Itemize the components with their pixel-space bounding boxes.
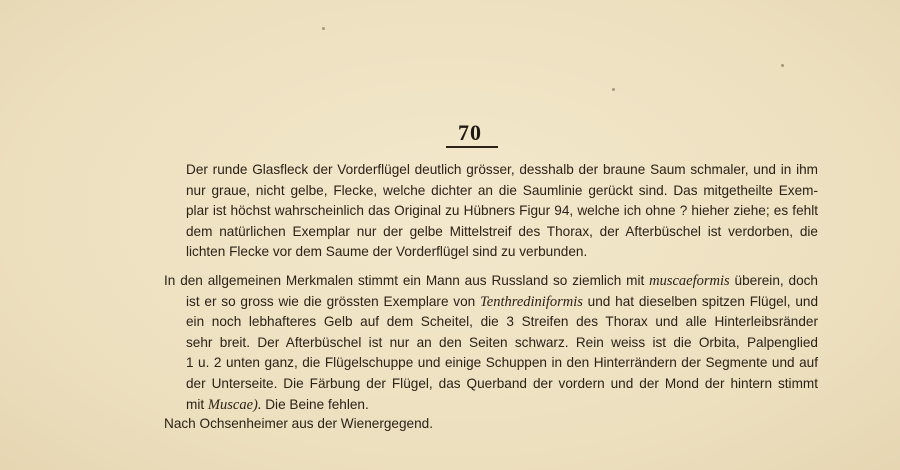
- text-line: [186, 222, 818, 243]
- text-segment: sehr breit. Der Afterbüschel ist nur an den Seiten schwarz. Rein weiss ist die Orbita, Palpenglied: [186, 334, 818, 350]
- paragraph-1: [186, 160, 818, 263]
- text-segment: ein noch lebhafteres Gelb auf dem Scheitel, die 3 Streifen des Thorax und alle Hinterleibsränder: [186, 314, 818, 330]
- text-line: [164, 312, 818, 333]
- text-segment: lichten Flecke vor dem Saume der Vorderflügel sind zu verbunden.: [186, 244, 588, 260]
- text-line: [186, 181, 818, 202]
- text-line: [164, 374, 818, 395]
- text-line: [186, 201, 818, 222]
- species-name: Muscae).: [207, 396, 262, 413]
- text-line: [164, 395, 818, 416]
- text-segment: mit: [186, 396, 208, 412]
- text-segment: und hat dieselben spitzen Flügel, und: [582, 293, 818, 309]
- text-line: [164, 271, 818, 292]
- text-segment: der Unterseite. Die Färbung der Flügel, das Querband der vordern und der Mond der hintern stimmt: [186, 375, 818, 391]
- text-segment: Der runde Glasfleck der Vorderflügel deutlich grösser, desshalb der braune Saum schmaler, und in ihm: [186, 162, 818, 177]
- paper-speck: [612, 88, 615, 91]
- text-segment: Die Beine fehlen.: [261, 396, 369, 412]
- text-line: [164, 292, 818, 313]
- paper-speck: [781, 64, 784, 67]
- species-name: Tenthrediniformis: [480, 293, 583, 310]
- text-segment: In den allgemeinen Merkmalen stimmt ein Mann aus Russland so ziemlich mit: [164, 273, 650, 288]
- text-segment: plar ist höchst wahrscheinlich das Original zu Hübners Figur 94, welche ich ohne ? hieher ziehe; es fehlt: [186, 203, 818, 219]
- paragraph-3: [164, 414, 564, 435]
- text-line: [164, 353, 818, 374]
- text-segment: überein, doch: [729, 273, 818, 288]
- text-line: [164, 333, 818, 354]
- page-number: 70: [458, 120, 482, 145]
- text-segment: nur graue, nicht gelbe, Flecke, welche dichter an die Saumlinie gerückt sind. Das mitgetheilte Exem-: [186, 182, 818, 198]
- text-segment: Nach Ochsenheimer aus der Wienergegend.: [164, 416, 434, 431]
- text-line: [164, 414, 564, 435]
- text-segment: dem natürlichen Exemplar nur der gelbe Mittelstreif des Thorax, der Afterbüschel ist verdorben, die: [186, 223, 818, 239]
- paper-speck: [322, 27, 325, 30]
- text-line: [186, 242, 818, 263]
- text-segment: ist er so gross wie die grössten Exemplare von: [186, 293, 481, 309]
- text-segment: 1 u. 2 unten ganz, die Flügelschuppe und einige Schuppen in den Hinterrändern der Segmente und auf: [186, 355, 818, 371]
- paragraph-2: [164, 271, 818, 415]
- page-number-rule: [446, 146, 498, 148]
- species-name: muscaeformis: [649, 273, 730, 289]
- text-line: [186, 160, 818, 181]
